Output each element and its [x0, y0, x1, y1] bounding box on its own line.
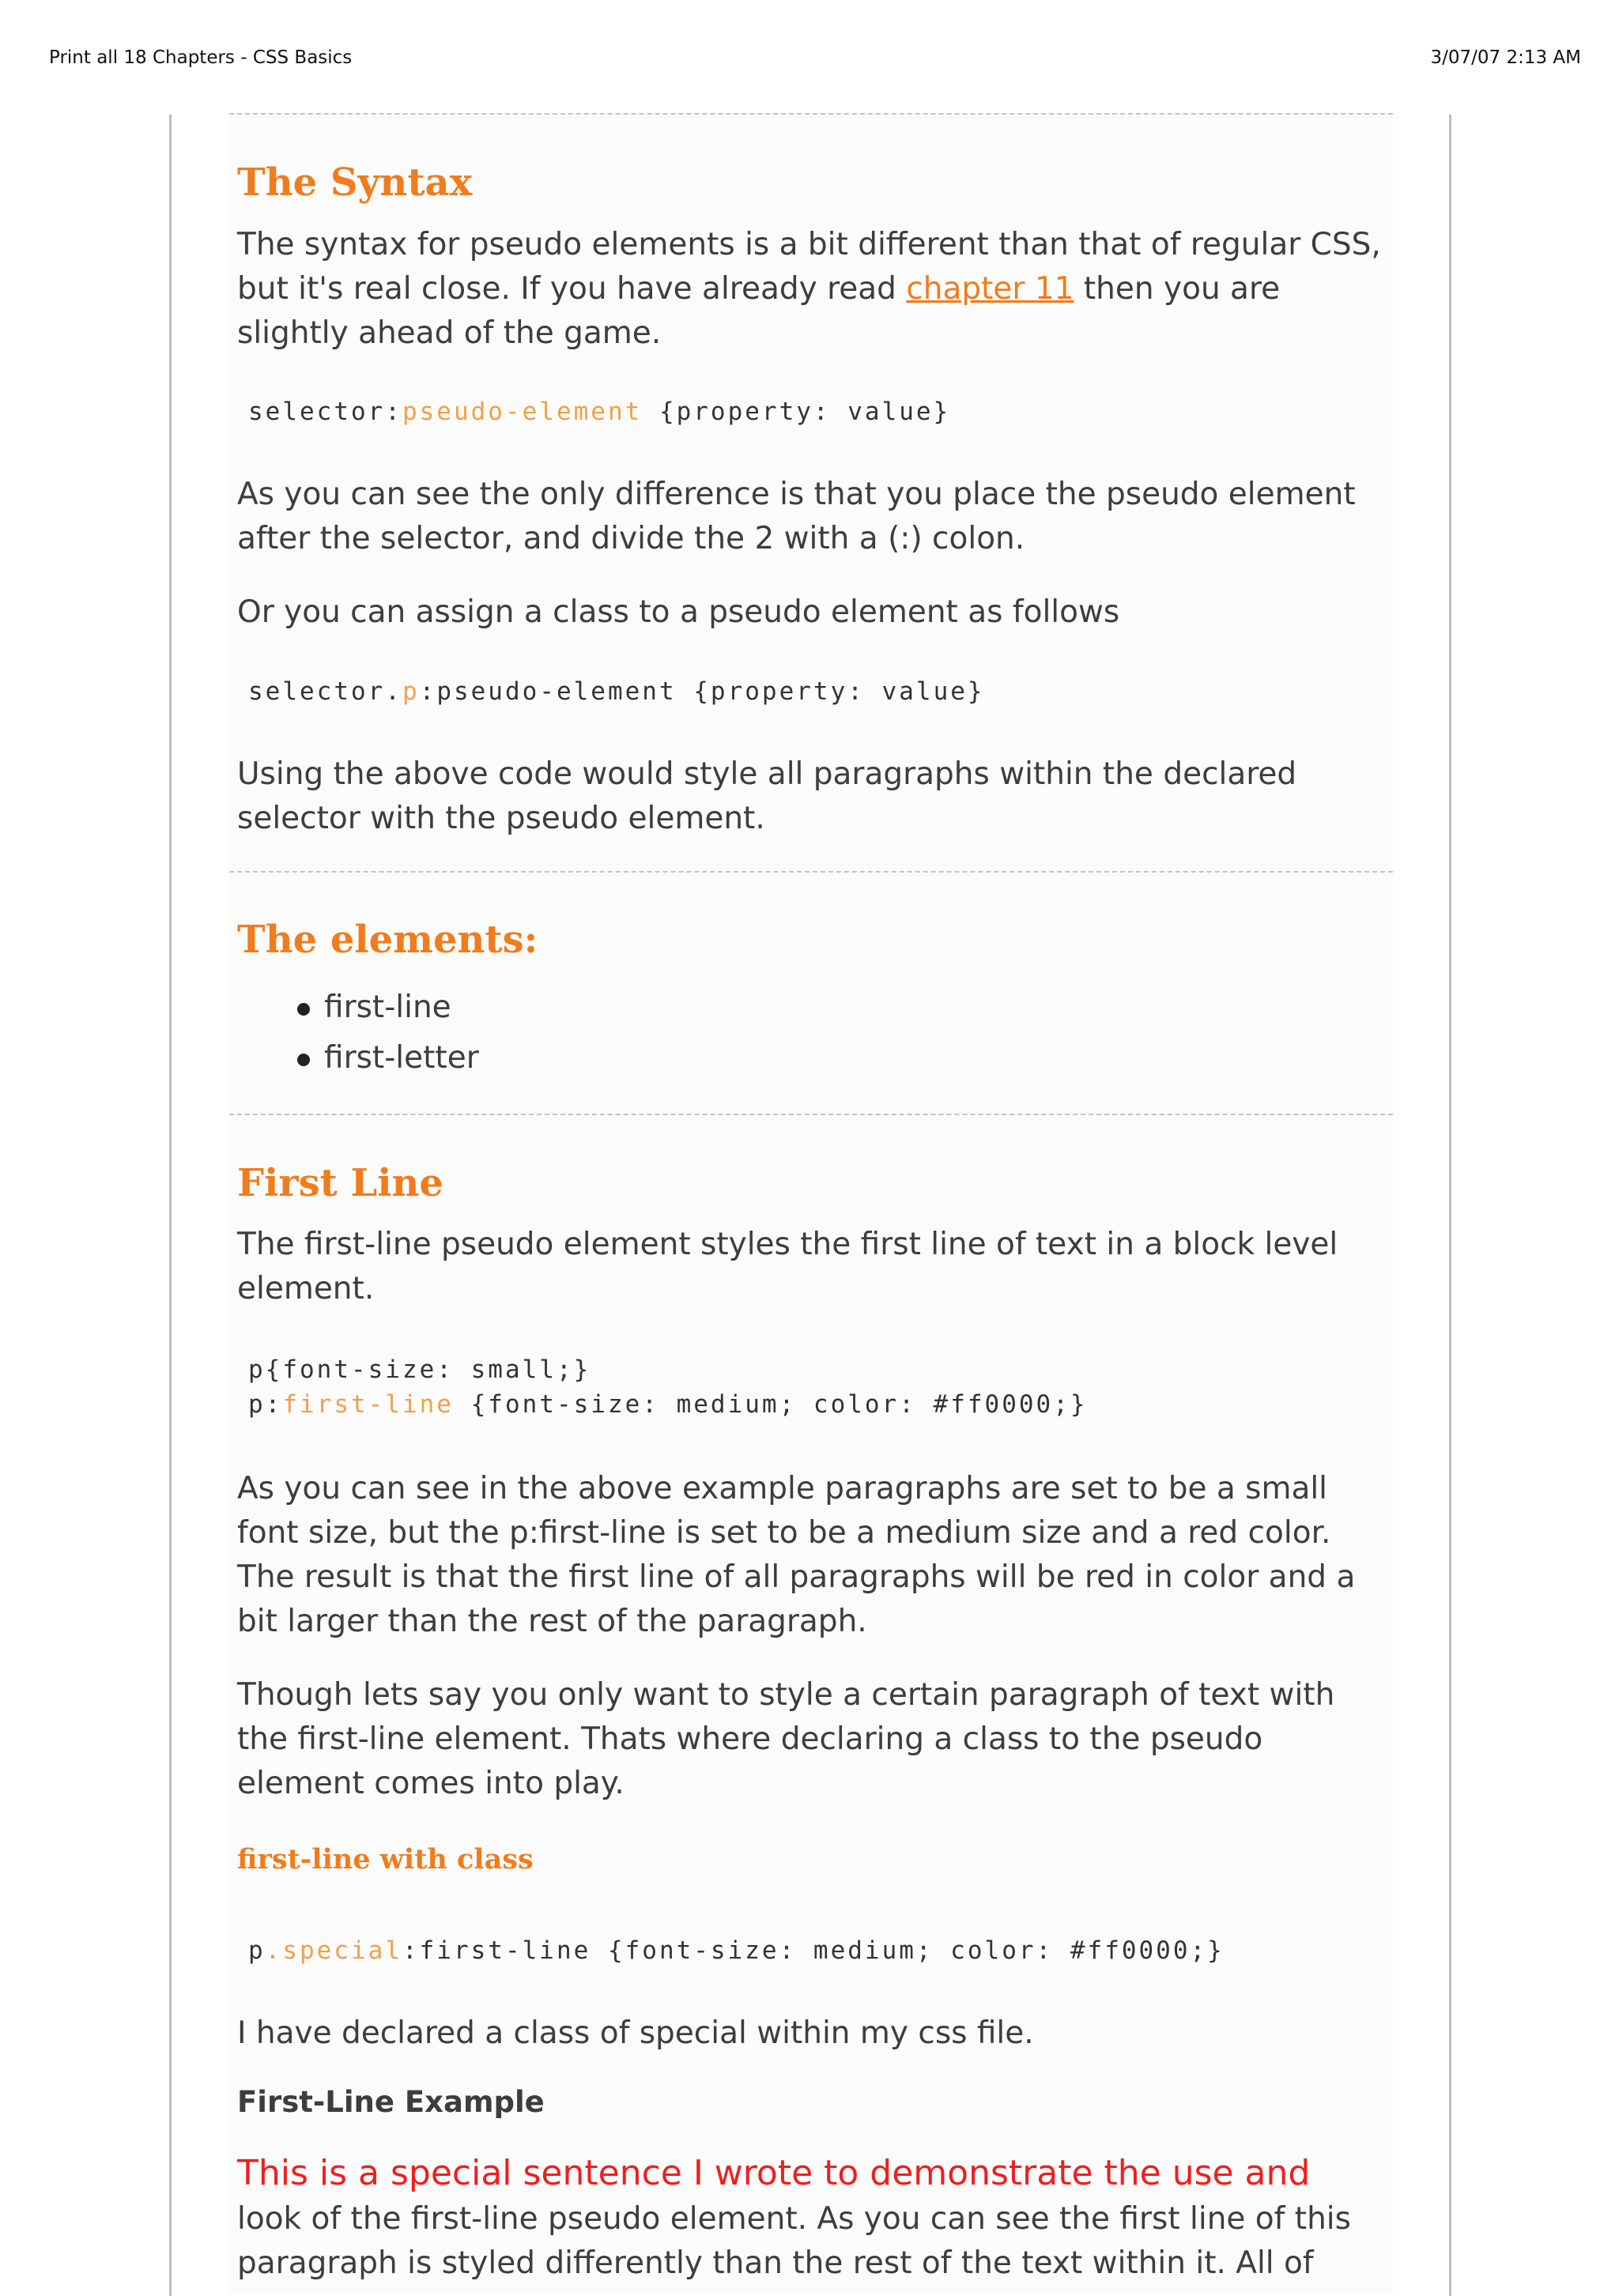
code-text: :first-line {font-size: medium; color: #ff0000;} — [402, 1936, 1225, 1965]
article-content — [229, 113, 1393, 2294]
code-highlight: first-line — [282, 1390, 454, 1419]
right-border — [1449, 115, 1451, 2296]
code-text: {font-size: medium; color: #ff0000;} — [453, 1390, 1088, 1419]
syntax-intro — [237, 223, 1387, 356]
syntax-intro-text-a: The syntax for pseudo elements is a bit different than that of regular CSS, but it's real close. If you have already read — [237, 227, 1381, 307]
section-divider — [229, 871, 1393, 873]
list-item — [237, 982, 479, 1033]
example-label: First-Line Example — [237, 2085, 545, 2119]
example-rest-line: paragraph is styled differently than the rest of the text within it. All of — [237, 2245, 1314, 2281]
bullet-icon — [297, 1054, 310, 1066]
first-line-class-code — [248, 1933, 1225, 1968]
example-rest-line: look of the first-line pseudo element. As you can see the first line of this — [237, 2201, 1351, 2237]
section-divider — [229, 1114, 1393, 1115]
code-line: p{font-size: small;} — [248, 1355, 591, 1384]
list-item — [237, 1033, 479, 1084]
code-text: selector: — [248, 398, 402, 426]
syntax-class-intro: Or you can assign a class to a pseudo element as follows — [237, 594, 1120, 630]
elements-heading: The elements: — [237, 918, 538, 962]
syntax-explanation: As you can see the only difference is that you place the pseudo element after the selector, and divide the 2 with a (:) colon. — [237, 477, 1356, 556]
syntax-result: Using the above code would style all paragraphs within the declared selector with the pseudo element. — [237, 756, 1297, 836]
declared-text: I have declared a class of special within my css file. — [237, 2015, 1034, 2051]
print-header — [0, 0, 1619, 68]
code-text: {property: value} — [642, 398, 951, 426]
code-text: :pseudo-element {property: value} — [419, 677, 985, 706]
section-divider — [229, 113, 1393, 115]
example-first-line: This is a special sentence I wrote to demonstrate the use and — [237, 2153, 1311, 2193]
first-line-though: Though lets say you only want to style a certain paragraph of text with the first-line element. Thats where declaring a class to the pseudo element comes into play. — [237, 1677, 1335, 1801]
print-header-title: Print all 18 Chapters - CSS Basics — [49, 47, 353, 68]
elements-list — [237, 982, 479, 1084]
first-line-code-block — [248, 1352, 1088, 1422]
list-item-label: first-letter — [324, 1040, 479, 1076]
code-text: p: — [248, 1390, 283, 1419]
code-highlight: pseudo-element — [402, 398, 643, 426]
first-line-class-heading: first-line with class — [237, 1843, 534, 1876]
print-header-datetime: 3/07/07 2:13 AM — [1430, 47, 1581, 68]
first-line-explanation: As you can see in the above example paragraphs are set to be a small font size, but the p:first-line is set to be a medium size and a red color. The result is that the first line of all paragraphs will be red in color and a bit larger than the rest of the paragraph. — [237, 1471, 1356, 1639]
list-item-label: first-line — [324, 990, 451, 1025]
chapter-11-link[interactable]: chapter 11 — [906, 271, 1074, 307]
code-text: selector. — [248, 677, 402, 706]
code-text: p — [248, 1936, 266, 1965]
code-highlight: p — [402, 677, 420, 706]
syntax-heading: The Syntax — [237, 160, 473, 205]
first-line-heading: First Line — [237, 1161, 443, 1205]
first-line-intro: The first-line pseudo element styles the first line of text in a block level element. — [237, 1227, 1338, 1306]
code-highlight: .special — [265, 1936, 402, 1965]
syntax-code-block — [248, 394, 950, 429]
bullet-icon — [297, 1003, 310, 1016]
class-code-block — [248, 674, 985, 709]
left-border — [169, 115, 172, 2296]
first-line-example-paragraph — [237, 2151, 1387, 2286]
syntax-intro-text-b: then you are slightly ahead of the game. — [237, 271, 1281, 351]
